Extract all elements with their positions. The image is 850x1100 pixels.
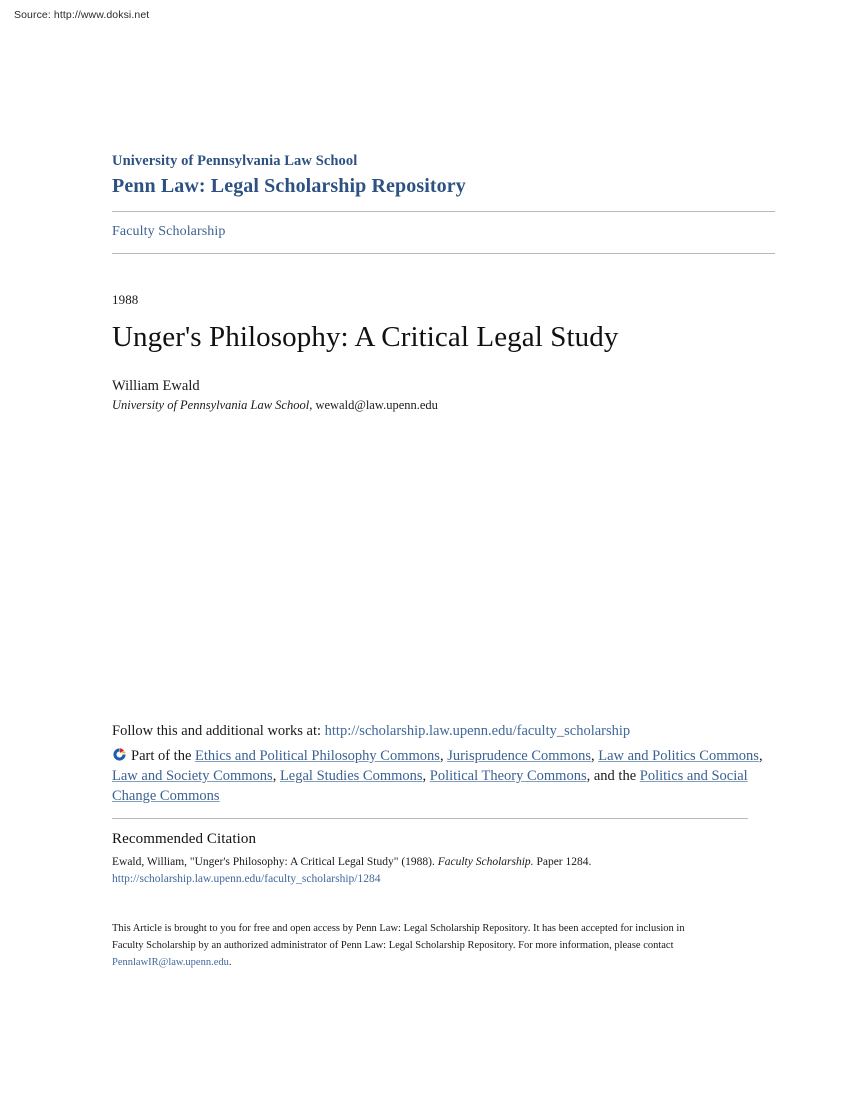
separator: ,: [422, 768, 430, 784]
separator: ,: [439, 748, 448, 764]
contact-email-link[interactable]: PennlawIR@law.upenn.edu: [112, 957, 229, 968]
faculty-scholarship-link[interactable]: http://scholarship.law.upenn.edu/faculty_scholarship: [324, 723, 631, 739]
separator: ,: [758, 748, 763, 764]
commons-link-law-and-politics[interactable]: Law and Politics Commons: [598, 748, 759, 764]
follow-lead-text: Follow this and additional works at:: [112, 723, 325, 739]
commons-link-political-theory[interactable]: Political Theory Commons: [429, 768, 587, 784]
conjunction: , and the: [586, 768, 640, 784]
disciplines-lead-text: Part of the: [131, 748, 196, 764]
citation-series-italic: Faculty Scholarship.: [437, 856, 534, 868]
commons-link-jurisprudence[interactable]: Jurisprudence Commons: [447, 748, 591, 764]
affiliation-separator: ,: [309, 398, 316, 412]
recommended-citation-text: [112, 854, 776, 871]
separator: ,: [272, 768, 280, 784]
author-email: wewald@law.upenn.edu: [315, 398, 438, 412]
commons-link-legal-studies[interactable]: Legal Studies Commons: [279, 768, 423, 784]
disclaimer-trailing: .: [228, 957, 232, 968]
disciplines-line: [112, 746, 776, 806]
separator: ,: [590, 748, 599, 764]
repository-masthead: [112, 152, 776, 199]
disclaimer-text: This Article is brought to you for free and open access by Penn Law: Legal Scholarship Repository. It has been accepted for inclusion in Faculty Scholarship by an authorized administrator of Penn Law: Legal Scholarship Repository. For more information, please contact: [112, 923, 685, 951]
commons-link-politics-and-social-change[interactable]: Politics and Social Change Commons: [112, 768, 748, 804]
affiliation-institution: University of Pennsylvania Law School: [112, 398, 310, 412]
citation-text-before: Ewald, William, "Unger's Philosophy: A Critical Legal Study" (1988).: [112, 856, 438, 868]
citation-text-after: Paper 1284.: [533, 856, 592, 868]
commons-link-law-and-society[interactable]: Law and Society Commons: [112, 768, 273, 784]
citation-url-line: [112, 871, 776, 888]
access-disclaimer: [112, 920, 712, 971]
author-affiliation: [112, 396, 776, 414]
divider-below-series: [112, 253, 775, 254]
commons-link-ethics-and-political-philosophy[interactable]: Ethics and Political Philosophy Commons: [195, 748, 440, 764]
publication-year: 1988: [112, 292, 139, 307]
recommended-citation-heading: Recommended Citation: [112, 831, 257, 847]
school-name: University of Pennsylvania Law School: [112, 153, 358, 169]
divider-above-citation: [112, 818, 748, 819]
digital-commons-network-logo: [112, 747, 127, 762]
author-name: William Ewald: [112, 378, 200, 394]
source-watermark: Source: http://www.doksi.net: [14, 9, 150, 21]
divider-above-series: [112, 211, 775, 212]
follow-works-line: [112, 721, 776, 743]
citation-permalink[interactable]: http://scholarship.law.upenn.edu/faculty_scholarship/1284: [112, 873, 381, 885]
document-title: Unger's Philosophy: A Critical Legal Study: [112, 321, 619, 353]
series-name: Faculty Scholarship: [112, 224, 226, 239]
repository-name: Penn Law: Legal Scholarship Repository: [112, 174, 466, 197]
